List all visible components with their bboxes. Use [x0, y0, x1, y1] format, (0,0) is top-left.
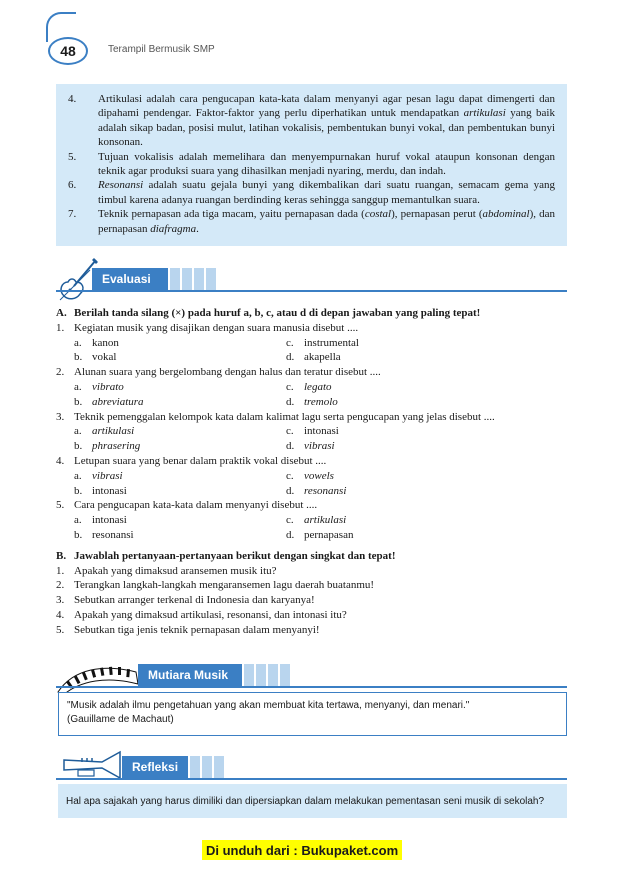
option-row: [56, 528, 571, 543]
summary-item-text: [98, 92, 555, 150]
option-row: [56, 469, 571, 484]
answer-option[interactable]: [74, 528, 286, 543]
part-b-heading: [56, 549, 571, 564]
mutiara-quote: "Musik adalah ilmu pengetahuan yang akan membuat kita tertawa, menyanyi, dan menari.": [67, 700, 470, 711]
question-number: 4.: [56, 454, 65, 467]
question-number: 1.: [56, 321, 65, 334]
answer-option[interactable]: [286, 380, 498, 395]
summary-text-run: ), pernapasan perut (: [391, 208, 483, 221]
summary-item-number: 7.: [68, 208, 77, 221]
question-number: 1.: [56, 564, 65, 577]
answer-option[interactable]: [286, 439, 498, 454]
answer-option[interactable]: [286, 350, 498, 365]
option-letter: b.: [74, 528, 83, 541]
answer-option[interactable]: [74, 484, 286, 499]
question-number: 5.: [56, 499, 65, 512]
mutiara-blocks: [244, 664, 290, 686]
question-number: 2.: [56, 366, 65, 379]
question-text: Cara pengucapan kata-kata dalam menyanyi disebut ....: [74, 499, 318, 512]
option-letter: b.: [74, 440, 83, 453]
evaluasi-content: [56, 306, 571, 638]
summary-text-run: costal: [364, 208, 392, 221]
refleksi-blocks: [190, 756, 224, 778]
question-item: [56, 365, 571, 380]
answer-option[interactable]: [74, 336, 286, 351]
question-item: [56, 454, 571, 469]
question-item: [56, 498, 571, 513]
option-text: vowels: [304, 469, 334, 482]
question-text: Terangkan langkah-langkah mengaransemen lagu daerah buatanmu!: [74, 579, 375, 592]
block: [202, 756, 212, 778]
option-letter: a.: [74, 469, 82, 482]
option-letter: d.: [286, 528, 295, 541]
option-text: instrumental: [304, 336, 359, 349]
option-text: pernapasan: [304, 528, 354, 541]
answer-option[interactable]: [286, 395, 498, 410]
option-text: vibrasi: [92, 469, 123, 482]
option-letter: c.: [286, 514, 294, 527]
answer-option[interactable]: [286, 513, 498, 528]
summary-item-number: 5.: [68, 150, 77, 163]
refleksi-header: [56, 754, 567, 780]
mutiara-rule: [56, 686, 567, 688]
mutiara-label: Mutiara Musik: [138, 664, 242, 686]
evaluasi-blocks: [170, 268, 216, 290]
evaluasi-rule: [56, 290, 567, 292]
question-item: [56, 593, 571, 608]
option-text: vibrasi: [304, 440, 335, 453]
option-text: vokal: [92, 351, 117, 364]
option-letter: a.: [74, 514, 82, 527]
block: [214, 756, 224, 778]
block: [170, 268, 180, 290]
option-letter: b.: [74, 395, 83, 408]
summary-item-text: [98, 178, 555, 207]
answer-option[interactable]: [286, 469, 498, 484]
option-letter: b.: [74, 484, 83, 497]
summary-text-run: .: [196, 222, 199, 235]
option-row: [56, 484, 571, 499]
answer-option[interactable]: [74, 439, 286, 454]
option-letter: d.: [286, 440, 295, 453]
option-text: abreviatura: [92, 395, 144, 408]
summary-text-run: Tujuan vokalisis adalah memelihara dan menyempurnakan huruf vokal ataupun konsonan dengan teknik agar produksi suara yang dihasilkan menjadi nyaring, merdu, dan indah.: [98, 150, 555, 178]
block: [206, 268, 216, 290]
question-item: [56, 623, 571, 638]
summary-text-run: abdominal: [482, 208, 530, 221]
summary-item: [68, 207, 555, 236]
answer-option[interactable]: [286, 528, 498, 543]
part-a-letter: A.: [56, 307, 67, 319]
question-item: [56, 564, 571, 579]
summary-item-number: 6.: [68, 179, 77, 192]
option-text: artikulasi: [304, 514, 347, 527]
page-number: [48, 37, 88, 65]
part-a-instruction: Berilah tanda silang (×) pada huruf a, b, c, atau d di depan jawaban yang paling tepat!: [74, 307, 481, 319]
question-number: 2.: [56, 579, 65, 592]
question-text: Kegiatan musik yang disajikan dengan suara manusia disebut ....: [74, 321, 359, 334]
summary-item: [68, 92, 555, 150]
option-text: intonasi: [304, 425, 339, 438]
question-item: [56, 321, 571, 336]
refleksi-rule: [56, 778, 567, 780]
question-text: Apakah yang dimaksud artikulasi, resonansi, dan intonasi itu?: [74, 608, 347, 621]
question-item: [56, 578, 571, 593]
part-b-instruction: Jawablah pertanyaan-pertanyaan berikut dengan singkat dan tepat!: [74, 549, 396, 562]
option-text: phrasering: [92, 440, 141, 453]
option-text: legato: [304, 380, 332, 393]
answer-option[interactable]: [74, 424, 286, 439]
summary-item: [68, 150, 555, 179]
evaluasi-header: [56, 266, 567, 292]
question-item: [56, 410, 571, 425]
refleksi-box: [58, 784, 567, 818]
option-letter: d.: [286, 395, 295, 408]
answer-option[interactable]: [74, 350, 286, 365]
block: [182, 268, 192, 290]
question-text: Sebutkan tiga jenis teknik pernapasan dalam menyanyi!: [74, 623, 320, 636]
summary-text-run: Teknik pernapasan ada tiga macam, yaitu pernapasan dada (: [98, 208, 365, 221]
question-text: Alunan suara yang bergelombang dengan halus dan teratur disebut ....: [74, 366, 381, 379]
answer-option[interactable]: [74, 513, 286, 528]
answer-option[interactable]: [286, 424, 498, 439]
part-b-letter: B.: [56, 549, 67, 562]
answer-option[interactable]: [74, 469, 286, 484]
summary-text-run: diafragma: [150, 222, 197, 235]
option-text: resonansi: [92, 528, 134, 541]
summary-item-text: [98, 150, 555, 179]
part-a-question-list: [56, 321, 571, 543]
option-letter: a.: [74, 336, 82, 349]
question-item: [56, 608, 571, 623]
option-row: [56, 439, 571, 454]
answer-option[interactable]: [286, 336, 498, 351]
option-text: intonasi: [92, 514, 127, 527]
option-text: kanon: [92, 336, 119, 349]
summary-item-text: [98, 207, 555, 236]
answer-option[interactable]: [74, 380, 286, 395]
question-text: Letupan suara yang benar dalam praktik vokal disebut ....: [74, 454, 327, 467]
question-text: Teknik pemenggalan kelompok kata dalam kalimat lagu serta pengucapan yang jelas disebut ....: [74, 410, 495, 423]
option-letter: b.: [74, 351, 83, 364]
answer-option[interactable]: [74, 395, 286, 410]
block: [280, 664, 290, 686]
option-row: [56, 350, 571, 365]
refleksi-text: Hal apa sajakah yang harus dimiliki dan dipersiapkan dalam melakukan pementasan seni musik di sekolah?: [66, 795, 545, 807]
question-text: Apakah yang dimaksud aransemen musik itu?: [74, 564, 277, 577]
option-text: akapella: [304, 351, 341, 364]
summary-text-run: yang baik adalah sikap badan, posisi mulut, latihan vokalisis, pembentukan bunyi vokal, dan pembentukan bunyi konsonan.: [98, 107, 555, 149]
option-letter: c.: [286, 380, 294, 393]
part-a-heading: [56, 306, 571, 321]
option-row: [56, 380, 571, 395]
summary-item: [68, 178, 555, 207]
option-row: [56, 336, 571, 351]
mutiara-author: (Gauillame de Machaut): [67, 714, 174, 725]
summary-text-run: Artikulasi adalah cara pengucapan kata-kata dalam menyanyi agar pesan lagu dapat dimengerti dan dipahami pendengar. Faktor-faktor yang perlu diperhatikan untuk mendapatkan: [98, 93, 555, 120]
block: [268, 664, 278, 686]
option-row: [56, 513, 571, 528]
part-b-question-list: [56, 564, 571, 638]
question-number: 3.: [56, 410, 65, 423]
summary-text-run: ), dan pernapasan: [98, 208, 556, 235]
option-text: artikulasi: [92, 425, 135, 438]
question-number: 4.: [56, 608, 65, 621]
block: [194, 268, 204, 290]
summary-text-run: Resonansi: [98, 179, 144, 192]
block: [244, 664, 254, 686]
mutiara-quote-box: [58, 692, 567, 736]
option-letter: d.: [286, 484, 295, 497]
running-head: Terampil Bermusik SMP: [108, 44, 215, 55]
option-letter: a.: [74, 380, 82, 393]
mutiara-header: [56, 662, 567, 688]
question-text: Sebutkan arranger terkenal di Indonesia dan karyanya!: [74, 594, 315, 607]
option-text: resonansi: [304, 484, 347, 497]
option-letter: c.: [286, 336, 294, 349]
summary-box: [56, 84, 567, 246]
answer-option[interactable]: [286, 484, 498, 499]
option-row: [56, 424, 571, 439]
summary-text-run: artikulasi: [463, 107, 506, 120]
question-number: 5.: [56, 623, 65, 636]
source-link[interactable]: Di unduh dari : Bukupaket.com: [202, 840, 402, 860]
option-text: vibrato: [92, 380, 124, 393]
option-text: intonasi: [92, 484, 127, 497]
summary-text-run: adalah suatu gejala bunyi yang dikembalikan dari suatu ruangan, semacam gema yang timbul karena adanya ruangan berdinding keras sehingga sanggup memantulkan suara.: [98, 179, 555, 206]
option-letter: c.: [286, 425, 294, 438]
refleksi-label: Refleksi: [122, 756, 188, 778]
evaluasi-label: Evaluasi: [92, 268, 168, 290]
option-row: [56, 395, 571, 410]
block: [256, 664, 266, 686]
option-letter: a.: [74, 425, 82, 438]
page-number-text: 48: [60, 43, 76, 59]
option-text: tremolo: [304, 395, 338, 408]
question-number: 3.: [56, 594, 65, 607]
option-letter: d.: [286, 351, 295, 364]
summary-item-number: 4.: [68, 93, 77, 105]
block: [190, 756, 200, 778]
option-letter: c.: [286, 469, 294, 482]
